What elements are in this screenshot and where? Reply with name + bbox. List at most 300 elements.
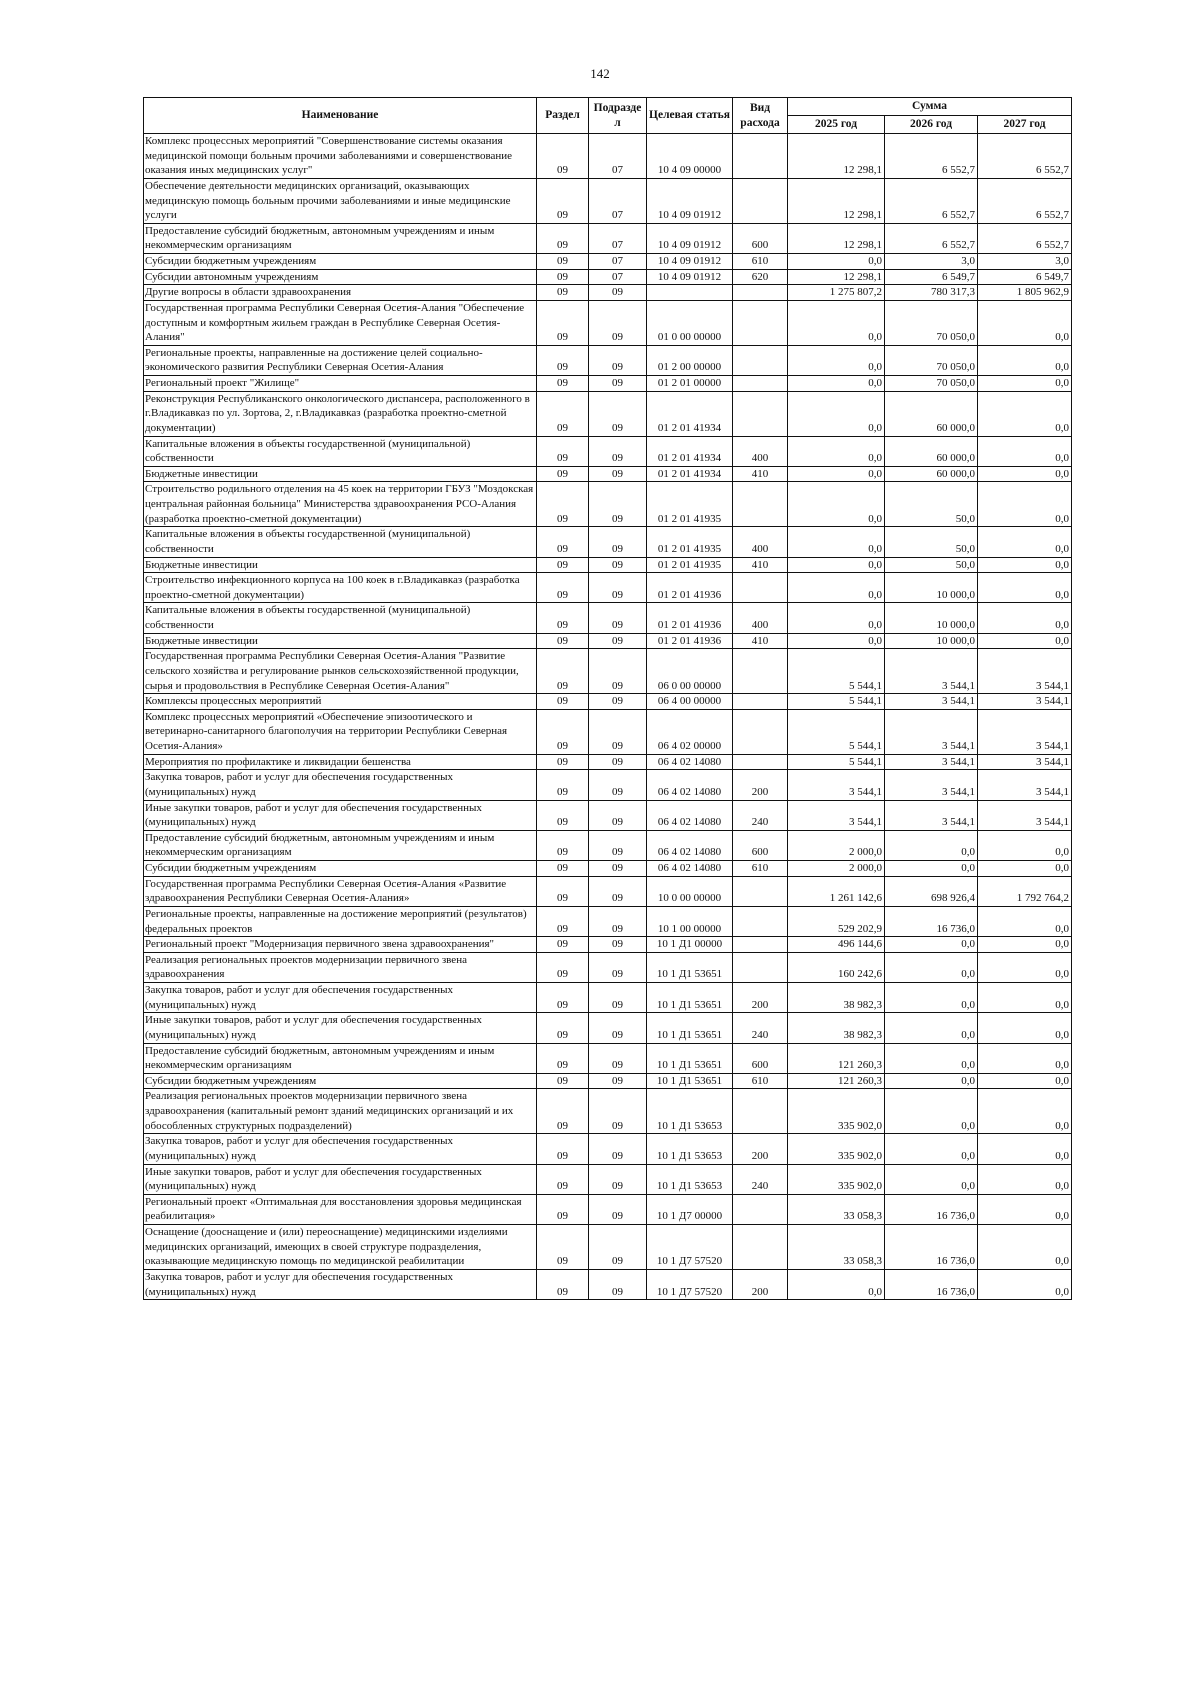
row-amount-2026: 70 050,0 (885, 300, 978, 345)
page-number: 142 (590, 66, 610, 81)
row-expense-type: 240 (733, 800, 788, 830)
row-section: 09 (537, 436, 589, 466)
table-row (144, 830, 1072, 860)
row-amount-2027: 6 552,7 (978, 178, 1072, 223)
row-amount-2027: 3 544,1 (978, 709, 1072, 754)
row-amount-2025: 12 298,1 (788, 269, 885, 285)
row-amount-2025: 2 000,0 (788, 830, 885, 860)
row-expense-type: 200 (733, 983, 788, 1013)
row-expense-type: 200 (733, 1134, 788, 1164)
row-name: Строительство родильного отделения на 45 коек на территории ГБУЗ "Моздокская центральная районная больница" Министерства здравоохранения РСО-Алания (разработка проектно-сметной документации) (144, 482, 537, 527)
row-amount-2026: 0,0 (885, 1164, 978, 1194)
row-section: 09 (537, 952, 589, 982)
row-amount-2025: 0,0 (788, 376, 885, 392)
row-target-article (647, 285, 733, 301)
row-amount-2027: 0,0 (978, 937, 1072, 953)
row-target-article: 10 4 09 01912 (647, 254, 733, 270)
table-body (144, 134, 1072, 1300)
row-expense-type: 400 (733, 436, 788, 466)
table-row (144, 134, 1072, 179)
row-subsection: 09 (589, 1134, 647, 1164)
row-section: 09 (537, 1164, 589, 1194)
row-amount-2027: 0,0 (978, 1269, 1072, 1299)
row-expense-type (733, 482, 788, 527)
row-name: Другие вопросы в области здравоохранения (144, 285, 537, 301)
row-subsection: 09 (589, 1225, 647, 1270)
row-section: 09 (537, 391, 589, 436)
table-row (144, 709, 1072, 754)
table-row (144, 861, 1072, 877)
table-row (144, 466, 1072, 482)
row-target-article: 10 1 Д1 53653 (647, 1089, 733, 1134)
row-amount-2025: 0,0 (788, 557, 885, 573)
row-target-article: 06 4 02 14080 (647, 861, 733, 877)
row-amount-2025: 3 544,1 (788, 770, 885, 800)
row-name: Реконструкция Республиканского онкологического диспансера, расположенного в г.Владикавказ по ул. Зортова, 2, г.Владикавказ (разработка проектно-сметной документации) (144, 391, 537, 436)
row-amount-2027: 6 552,7 (978, 223, 1072, 253)
row-amount-2025: 12 298,1 (788, 134, 885, 179)
row-subsection: 09 (589, 300, 647, 345)
row-expense-type (733, 952, 788, 982)
row-section: 09 (537, 285, 589, 301)
row-section: 09 (537, 345, 589, 375)
row-expense-type: 400 (733, 603, 788, 633)
row-section: 09 (537, 937, 589, 953)
row-name: Государственная программа Республики Северная Осетия-Алания "Развитие сельского хозяйства и регулирование рынков сельскохозяйственной продукции, сырья и продовольствия в Республике Северная Осетия-Алания" (144, 649, 537, 694)
row-section: 09 (537, 876, 589, 906)
table-row (144, 800, 1072, 830)
row-section: 09 (537, 1225, 589, 1270)
row-subsection: 09 (589, 1043, 647, 1073)
row-name: Предоставление субсидий бюджетным, автономным учреждениям и иным некоммерческим организациям (144, 1043, 537, 1073)
row-target-article: 10 1 00 00000 (647, 906, 733, 936)
row-amount-2027: 0,0 (978, 1164, 1072, 1194)
row-name: Субсидии бюджетным учреждениям (144, 1073, 537, 1089)
row-target-article: 10 1 Д1 53653 (647, 1164, 733, 1194)
row-expense-type: 600 (733, 223, 788, 253)
row-subsection: 07 (589, 254, 647, 270)
row-expense-type (733, 391, 788, 436)
table-row (144, 557, 1072, 573)
row-amount-2026: 0,0 (885, 1089, 978, 1134)
row-section: 09 (537, 649, 589, 694)
row-subsection: 09 (589, 1164, 647, 1194)
row-amount-2027: 0,0 (978, 603, 1072, 633)
row-name: Бюджетные инвестиции (144, 557, 537, 573)
row-section: 09 (537, 861, 589, 877)
row-amount-2025: 12 298,1 (788, 178, 885, 223)
row-target-article: 10 1 Д1 53651 (647, 1013, 733, 1043)
row-target-article: 01 2 01 00000 (647, 376, 733, 392)
row-name: Субсидии бюджетным учреждениям (144, 861, 537, 877)
row-amount-2027: 0,0 (978, 633, 1072, 649)
row-amount-2027: 0,0 (978, 1225, 1072, 1270)
row-amount-2025: 0,0 (788, 254, 885, 270)
row-amount-2027: 0,0 (978, 952, 1072, 982)
row-amount-2027: 0,0 (978, 1073, 1072, 1089)
table-row (144, 906, 1072, 936)
row-amount-2027: 6 552,7 (978, 134, 1072, 179)
table-row (144, 694, 1072, 710)
row-amount-2025: 3 544,1 (788, 800, 885, 830)
row-subsection: 09 (589, 937, 647, 953)
table-row (144, 376, 1072, 392)
row-amount-2025: 0,0 (788, 345, 885, 375)
row-target-article: 10 1 Д7 57520 (647, 1225, 733, 1270)
row-subsection: 09 (589, 1089, 647, 1134)
row-target-article: 01 2 01 41934 (647, 391, 733, 436)
row-target-article: 01 2 01 41934 (647, 436, 733, 466)
row-target-article: 01 2 01 41936 (647, 573, 733, 603)
table-row (144, 937, 1072, 953)
row-section: 09 (537, 694, 589, 710)
budget-table (143, 97, 1072, 1300)
row-amount-2026: 0,0 (885, 983, 978, 1013)
row-amount-2027: 0,0 (978, 861, 1072, 877)
row-amount-2027: 0,0 (978, 482, 1072, 527)
row-amount-2026: 60 000,0 (885, 466, 978, 482)
row-amount-2026: 3 544,1 (885, 770, 978, 800)
row-section: 09 (537, 906, 589, 936)
row-name: Закупка товаров, работ и услуг для обеспечения государственных (муниципальных) нужд (144, 770, 537, 800)
row-amount-2026: 6 552,7 (885, 178, 978, 223)
row-expense-type: 410 (733, 557, 788, 573)
row-amount-2026: 3 544,1 (885, 694, 978, 710)
table-row (144, 1089, 1072, 1134)
row-name: Субсидии бюджетным учреждениям (144, 254, 537, 270)
row-amount-2025: 335 902,0 (788, 1164, 885, 1194)
row-subsection: 09 (589, 770, 647, 800)
table-row (144, 254, 1072, 270)
row-amount-2026: 0,0 (885, 952, 978, 982)
row-expense-type: 610 (733, 254, 788, 270)
table-row (144, 1225, 1072, 1270)
row-section: 09 (537, 573, 589, 603)
row-target-article: 10 0 00 00000 (647, 876, 733, 906)
row-amount-2026: 0,0 (885, 1134, 978, 1164)
row-target-article: 10 1 Д1 53651 (647, 1043, 733, 1073)
header-year-2026: 2026 год (885, 116, 978, 134)
row-amount-2025: 38 982,3 (788, 1013, 885, 1043)
row-section: 09 (537, 770, 589, 800)
row-target-article: 01 0 00 00000 (647, 300, 733, 345)
header-year-2025: 2025 год (788, 116, 885, 134)
row-name: Закупка товаров, работ и услуг для обеспечения государственных (муниципальных) нужд (144, 1134, 537, 1164)
row-name: Капитальные вложения в объекты государственной (муниципальной) собственности (144, 527, 537, 557)
row-amount-2026: 0,0 (885, 1043, 978, 1073)
row-section: 09 (537, 709, 589, 754)
row-name: Закупка товаров, работ и услуг для обеспечения государственных (муниципальных) нужд (144, 1269, 537, 1299)
row-expense-type: 400 (733, 527, 788, 557)
row-target-article: 10 4 09 01912 (647, 223, 733, 253)
row-subsection: 09 (589, 603, 647, 633)
row-subsection: 09 (589, 1073, 647, 1089)
row-section: 09 (537, 633, 589, 649)
row-section: 09 (537, 466, 589, 482)
table-row (144, 300, 1072, 345)
row-subsection: 09 (589, 527, 647, 557)
row-amount-2027: 3 544,1 (978, 770, 1072, 800)
row-amount-2025: 0,0 (788, 603, 885, 633)
table-row (144, 1164, 1072, 1194)
row-target-article: 10 1 Д1 53651 (647, 952, 733, 982)
row-section: 09 (537, 1269, 589, 1299)
row-amount-2025: 33 058,3 (788, 1194, 885, 1224)
row-amount-2027: 1 792 764,2 (978, 876, 1072, 906)
row-amount-2025: 0,0 (788, 1269, 885, 1299)
table-row (144, 391, 1072, 436)
row-amount-2026: 16 736,0 (885, 1194, 978, 1224)
row-subsection: 09 (589, 345, 647, 375)
row-subsection: 09 (589, 649, 647, 694)
table-row (144, 1013, 1072, 1043)
row-name: Предоставление субсидий бюджетным, автономным учреждениям и иным некоммерческим организациям (144, 223, 537, 253)
row-name: Капитальные вложения в объекты государственной (муниципальной) собственности (144, 436, 537, 466)
row-amount-2026: 0,0 (885, 1073, 978, 1089)
row-name: Комплексы процессных мероприятий (144, 694, 537, 710)
row-target-article: 01 2 01 41934 (647, 466, 733, 482)
row-target-article: 01 2 01 41936 (647, 633, 733, 649)
row-subsection: 09 (589, 861, 647, 877)
row-name: Государственная программа Республики Северная Осетия-Алания "Обеспечение доступным и комфортным жильем граждан в Республике Северная Осетия-Алания" (144, 300, 537, 345)
row-amount-2027: 0,0 (978, 1013, 1072, 1043)
row-subsection: 09 (589, 1194, 647, 1224)
row-subsection: 09 (589, 376, 647, 392)
row-amount-2025: 33 058,3 (788, 1225, 885, 1270)
row-target-article: 10 1 Д7 57520 (647, 1269, 733, 1299)
row-amount-2026: 6 552,7 (885, 223, 978, 253)
row-amount-2026: 0,0 (885, 1013, 978, 1043)
row-section: 09 (537, 527, 589, 557)
row-name: Обеспечение деятельности медицинских организаций, оказывающих медицинскую помощь больным прочими заболеваниями и иные медицинские услуги (144, 178, 537, 223)
row-expense-type: 240 (733, 1013, 788, 1043)
table-row (144, 1269, 1072, 1299)
row-section: 09 (537, 1043, 589, 1073)
row-expense-type: 610 (733, 1073, 788, 1089)
row-expense-type: 200 (733, 770, 788, 800)
row-amount-2025: 5 544,1 (788, 694, 885, 710)
row-amount-2025: 335 902,0 (788, 1089, 885, 1134)
row-expense-type: 620 (733, 269, 788, 285)
row-target-article: 10 1 Д1 53651 (647, 983, 733, 1013)
row-target-article: 10 1 Д1 53653 (647, 1134, 733, 1164)
table-row (144, 1134, 1072, 1164)
row-amount-2027: 0,0 (978, 1089, 1072, 1134)
row-subsection: 09 (589, 557, 647, 573)
row-subsection: 09 (589, 1269, 647, 1299)
row-target-article: 01 2 01 41935 (647, 527, 733, 557)
row-name: Реализация региональных проектов модернизации первичного звена здравоохранения (144, 952, 537, 982)
row-amount-2026: 50,0 (885, 527, 978, 557)
row-name: Бюджетные инвестиции (144, 633, 537, 649)
table-row (144, 603, 1072, 633)
row-name: Иные закупки товаров, работ и услуг для обеспечения государственных (муниципальных) нужд (144, 800, 537, 830)
row-amount-2026: 10 000,0 (885, 633, 978, 649)
row-subsection: 07 (589, 134, 647, 179)
row-expense-type (733, 376, 788, 392)
row-expense-type: 600 (733, 1043, 788, 1073)
row-amount-2025: 12 298,1 (788, 223, 885, 253)
table-row (144, 573, 1072, 603)
row-subsection: 09 (589, 391, 647, 436)
row-subsection: 09 (589, 983, 647, 1013)
row-target-article: 10 1 Д7 00000 (647, 1194, 733, 1224)
row-amount-2027: 3 544,1 (978, 754, 1072, 770)
row-amount-2027: 0,0 (978, 573, 1072, 603)
row-amount-2027: 0,0 (978, 376, 1072, 392)
header-target-article: Целевая статья (647, 98, 733, 134)
table-row (144, 754, 1072, 770)
row-expense-type (733, 1225, 788, 1270)
table-row (144, 223, 1072, 253)
row-amount-2026: 3,0 (885, 254, 978, 270)
table-row (144, 269, 1072, 285)
table-row (144, 1073, 1072, 1089)
row-section: 09 (537, 223, 589, 253)
row-amount-2027: 0,0 (978, 906, 1072, 936)
row-name: Оснащение (дооснащение и (или) переоснащение) медицинскими изделиями медицинских организаций, имеющих в своей структуре подразделения, оказывающие медицинскую помощь по медицинской реабилитации (144, 1225, 537, 1270)
row-name: Региональный проект "Жилище" (144, 376, 537, 392)
row-section: 09 (537, 1134, 589, 1164)
row-target-article: 10 4 09 01912 (647, 178, 733, 223)
row-section: 09 (537, 134, 589, 179)
row-amount-2027: 0,0 (978, 1043, 1072, 1073)
row-name: Мероприятия по профилактике и ликвидации бешенства (144, 754, 537, 770)
row-amount-2025: 38 982,3 (788, 983, 885, 1013)
row-amount-2025: 0,0 (788, 436, 885, 466)
row-name: Субсидии автономным учреждениям (144, 269, 537, 285)
row-amount-2026: 16 736,0 (885, 906, 978, 936)
row-name: Региональный проект "Модернизация первичного звена здравоохранения" (144, 937, 537, 953)
row-amount-2027: 3 544,1 (978, 800, 1072, 830)
row-subsection: 09 (589, 694, 647, 710)
row-expense-type: 200 (733, 1269, 788, 1299)
row-amount-2025: 1 261 142,6 (788, 876, 885, 906)
row-amount-2026: 698 926,4 (885, 876, 978, 906)
row-amount-2027: 3,0 (978, 254, 1072, 270)
row-section: 09 (537, 300, 589, 345)
row-target-article: 10 4 09 01912 (647, 269, 733, 285)
row-expense-type (733, 709, 788, 754)
row-amount-2027: 3 544,1 (978, 694, 1072, 710)
row-subsection: 09 (589, 285, 647, 301)
row-expense-type (733, 573, 788, 603)
row-amount-2025: 496 144,6 (788, 937, 885, 953)
row-amount-2025: 0,0 (788, 300, 885, 345)
row-section: 09 (537, 1194, 589, 1224)
row-expense-type (733, 134, 788, 179)
row-amount-2025: 160 242,6 (788, 952, 885, 982)
row-amount-2027: 1 805 962,9 (978, 285, 1072, 301)
row-amount-2026: 3 544,1 (885, 649, 978, 694)
row-subsection: 09 (589, 952, 647, 982)
row-subsection: 09 (589, 876, 647, 906)
row-amount-2026: 70 050,0 (885, 345, 978, 375)
table-row (144, 952, 1072, 982)
row-amount-2025: 2 000,0 (788, 861, 885, 877)
row-amount-2027: 6 549,7 (978, 269, 1072, 285)
row-expense-type (733, 694, 788, 710)
row-name: Строительство инфекционного корпуса на 100 коек в г.Владикавказ (разработка проектно-сметной документации) (144, 573, 537, 603)
row-name: Предоставление субсидий бюджетным, автономным учреждениям и иным некоммерческим организациям (144, 830, 537, 860)
row-target-article: 01 2 01 41935 (647, 482, 733, 527)
header-expense-type: Вид расхода (733, 98, 788, 134)
table-row (144, 876, 1072, 906)
row-subsection: 09 (589, 436, 647, 466)
row-amount-2025: 0,0 (788, 573, 885, 603)
row-expense-type: 410 (733, 633, 788, 649)
row-amount-2026: 16 736,0 (885, 1225, 978, 1270)
row-expense-type: 600 (733, 830, 788, 860)
row-amount-2027: 3 544,1 (978, 649, 1072, 694)
row-expense-type (733, 178, 788, 223)
row-subsection: 09 (589, 709, 647, 754)
table-row (144, 983, 1072, 1013)
row-name: Реализация региональных проектов модернизации первичного звена здравоохранения (капитальный ремонт зданий медицинских организаций и их обособленных структурных подразделений) (144, 1089, 537, 1134)
row-amount-2025: 0,0 (788, 391, 885, 436)
row-section: 09 (537, 603, 589, 633)
row-amount-2025: 5 544,1 (788, 709, 885, 754)
row-section: 09 (537, 482, 589, 527)
table-row (144, 770, 1072, 800)
row-subsection: 09 (589, 754, 647, 770)
row-amount-2026: 10 000,0 (885, 573, 978, 603)
row-amount-2026: 70 050,0 (885, 376, 978, 392)
row-amount-2025: 121 260,3 (788, 1043, 885, 1073)
row-target-article: 06 4 02 14080 (647, 754, 733, 770)
row-section: 09 (537, 269, 589, 285)
row-subsection: 09 (589, 830, 647, 860)
row-expense-type (733, 649, 788, 694)
row-target-article: 06 0 00 00000 (647, 649, 733, 694)
row-section: 09 (537, 983, 589, 1013)
table-row (144, 345, 1072, 375)
row-amount-2026: 6 552,7 (885, 134, 978, 179)
row-amount-2025: 1 275 807,2 (788, 285, 885, 301)
row-subsection: 07 (589, 178, 647, 223)
row-subsection: 07 (589, 269, 647, 285)
row-target-article: 06 4 00 00000 (647, 694, 733, 710)
row-section: 09 (537, 830, 589, 860)
row-amount-2026: 10 000,0 (885, 603, 978, 633)
table-row (144, 1043, 1072, 1073)
table-row (144, 527, 1072, 557)
row-section: 09 (537, 754, 589, 770)
row-target-article: 01 2 01 41935 (647, 557, 733, 573)
row-expense-type (733, 1194, 788, 1224)
table-row (144, 285, 1072, 301)
row-subsection: 09 (589, 633, 647, 649)
row-target-article: 06 4 02 14080 (647, 800, 733, 830)
row-expense-type (733, 285, 788, 301)
row-expense-type: 240 (733, 1164, 788, 1194)
table-row (144, 1194, 1072, 1224)
row-name: Бюджетные инвестиции (144, 466, 537, 482)
row-amount-2025: 529 202,9 (788, 906, 885, 936)
row-amount-2025: 121 260,3 (788, 1073, 885, 1089)
row-target-article: 06 4 02 14080 (647, 830, 733, 860)
row-amount-2025: 5 544,1 (788, 754, 885, 770)
row-expense-type (733, 906, 788, 936)
row-section: 09 (537, 800, 589, 830)
table-row (144, 436, 1072, 466)
row-amount-2026: 3 544,1 (885, 709, 978, 754)
row-expense-type (733, 876, 788, 906)
row-amount-2027: 0,0 (978, 466, 1072, 482)
row-subsection: 09 (589, 466, 647, 482)
row-amount-2025: 335 902,0 (788, 1134, 885, 1164)
row-name: Иные закупки товаров, работ и услуг для обеспечения государственных (муниципальных) нужд (144, 1164, 537, 1194)
